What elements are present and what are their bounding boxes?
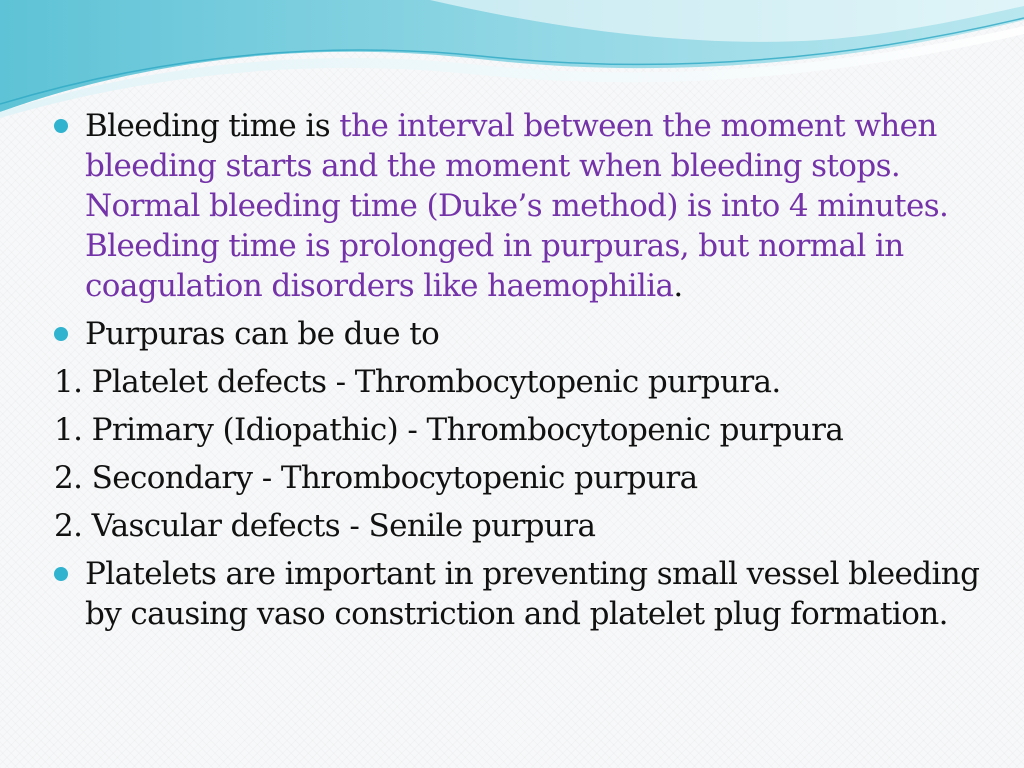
numbered-item: 2. Vascular defects - Senile purpura	[54, 508, 596, 544]
slide-content	[50, 106, 980, 634]
bullet-bleeding-time	[50, 106, 980, 306]
bullet-dot-icon	[54, 119, 68, 133]
numbered-item: 2. Secondary - Thrombocytopenic purpura	[54, 460, 698, 496]
header-wave-decoration	[0, 0, 1024, 120]
numbered-item: 1. Primary (Idiopathic) - Thrombocytopenic purpura	[54, 412, 844, 448]
bleeding-time-tail: .	[673, 268, 683, 304]
bullet-dot-icon	[54, 567, 68, 581]
bullet-purpuras	[50, 314, 980, 354]
platelets-text: Platelets are important in preventing small vessel bleeding by causing vaso constriction and platelet plug formation.	[85, 556, 980, 632]
bleeding-time-definition: the interval between the moment when bleeding starts and the moment when bleeding stops. Normal bleeding time (Duke’s method) is into 4 minutes. Bleeding time is prolonged in purpuras, but normal in coagulation disorders like haemophilia	[85, 108, 949, 304]
bullet-platelets	[50, 554, 980, 634]
bleeding-time-lead: Bleeding time is	[85, 108, 340, 144]
purpuras-text: Purpuras can be due to	[85, 316, 440, 352]
bullet-dot-icon	[54, 327, 68, 341]
numbered-item: 1. Platelet defects - Thrombocytopenic purpura.	[54, 364, 781, 400]
